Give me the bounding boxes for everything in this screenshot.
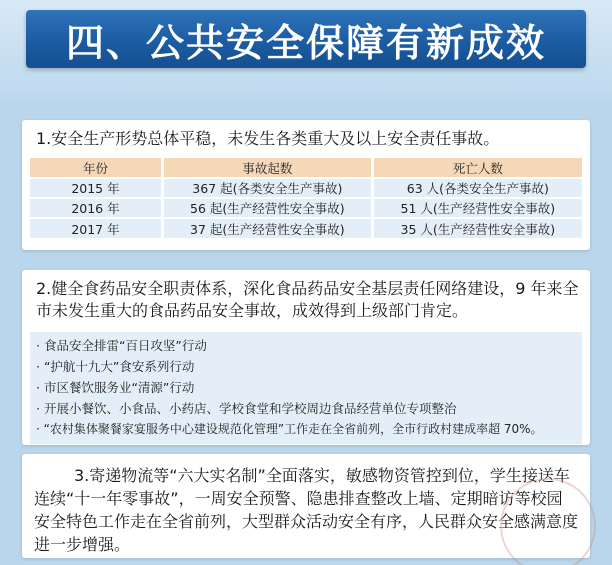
cell-deaths: 63 人(各类安全生产事故) [372, 178, 582, 198]
cell-year: 2017 年 [30, 218, 162, 238]
section2-heading: 2.健全食药品安全职责体系，深化食品药品安全基层责任网络建设，9 年来全市未发生重大的食品药品安全事故，成效得到上级部门肯定。 [36, 279, 579, 320]
cell-deaths: 51 人(生产经营性安全事故) [372, 198, 582, 218]
cell-deaths: 35 人(生产经营性安全事故) [372, 218, 582, 238]
section3-text: 3.寄递物流等“六大实名制”全面落实，敏感物资管控到位，学生接送车连续“十一年零事故”，一周安全预警、隐患排查整改上墙、定期暗访等校园安全特色工作走在全省前列，大型群众活动安全有序，人民群众安全感满意度进一步增强。 [34, 466, 579, 554]
section-food-drug-safety [22, 270, 590, 445]
initiatives-list [30, 332, 582, 444]
column-header-accidents: 事故起数 [162, 158, 372, 178]
column-header-deaths: 死亡人数 [372, 158, 582, 178]
page-title: 四、公共安全保障有新成效 [65, 20, 546, 65]
table-row [30, 198, 582, 218]
title-bar [26, 10, 586, 68]
cell-accidents: 37 起(生产经营性安全事故) [162, 218, 372, 238]
cell-accidents: 367 起(各类安全生产事故) [162, 178, 372, 198]
table-header-row [30, 158, 582, 178]
list-item: · “农村集体聚餐家宴服务中心建设规范化管理”工作走在全省前列，全市行政村建成率超 70%。 [36, 422, 543, 436]
accident-table [30, 158, 582, 238]
cell-year: 2016 年 [30, 198, 162, 218]
section-public-security [22, 454, 590, 558]
section-safety-production [22, 120, 590, 250]
cell-year: 2015 年 [30, 178, 162, 198]
list-item: · 开展小餐饮、小食品、小药店、学校食堂和学校周边食品经营单位专项整治 [36, 401, 457, 416]
table-row [30, 178, 582, 198]
cell-accidents: 56 起(生产经营性安全事故) [162, 198, 372, 218]
column-header-year: 年份 [30, 158, 162, 178]
list-item: · “护航十九大”食安系列行动 [36, 359, 195, 374]
list-item: · 市区餐饮服务业“清源”行动 [36, 380, 195, 395]
section1-heading: 1.安全生产形势总体平稳，未发生各类重大及以上安全责任事故。 [36, 129, 500, 148]
list-item: · 食品安全排雷“百日攻坚”行动 [36, 338, 207, 353]
table-row [30, 218, 582, 238]
